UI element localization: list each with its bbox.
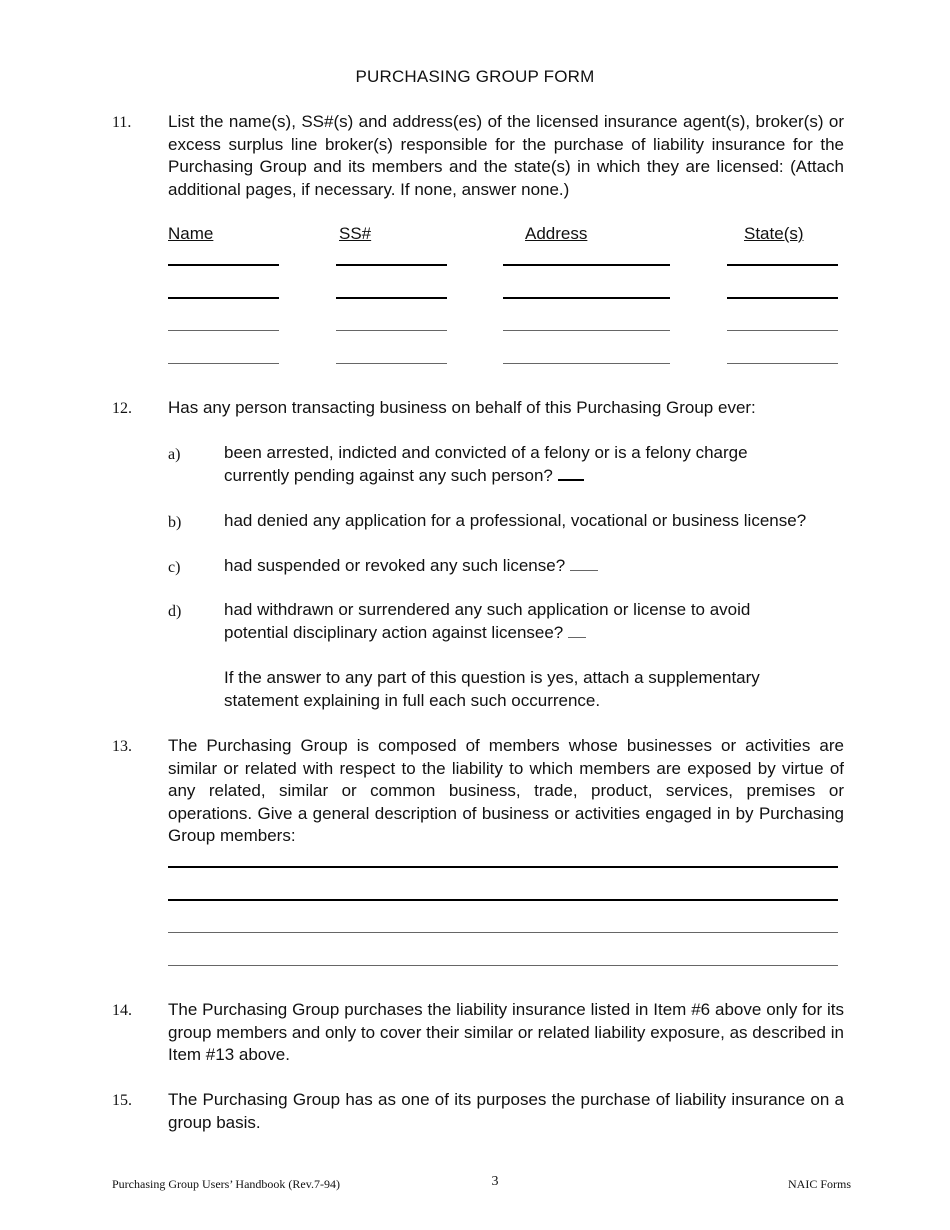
page-number: 3 [491, 1174, 499, 1189]
item-15-number: 15. [112, 1092, 132, 1109]
item-15-text: The Purchasing Group has as one of its purposes the purchase of liability insurance on a group basis. [168, 1090, 844, 1132]
item-12-number: 12. [112, 400, 132, 417]
state-blank-1[interactable] [727, 264, 838, 266]
item-13-text: The Purchasing Group is composed of members whose businesses or activities are similar or related with respect to the liability to which members are exposed by virtue of any related, similar or common business, trade, product, services, premises or operations. Give a general description of business or activities engaged in by Purchasing Group members: [168, 736, 844, 845]
column-header-address: Address [525, 224, 588, 243]
ss-blank-2[interactable] [336, 297, 447, 299]
item-12a-answer-blank[interactable] [558, 465, 584, 481]
ss-blank-4[interactable] [336, 363, 447, 364]
item-12c-answer-blank[interactable] [570, 556, 598, 571]
ss-blank-1[interactable] [336, 264, 447, 266]
item-14-number: 14. [112, 1002, 132, 1019]
item-11-text: List the name(s), SS#(s) and address(es) of the licensed insurance agent(s), broker(s) or excess surplus line broker(s) responsible for the purchase of liability insurance for the Purchasing Group and its members and the state(s) in which they are licensed: (Attach additional pages, if necessary. If none, answer none.) [168, 112, 844, 199]
item-12-text: Has any person transacting business on behalf of this Purchasing Group ever: [168, 398, 756, 417]
address-blank-4[interactable] [503, 363, 670, 364]
name-blank-4[interactable] [168, 363, 279, 364]
item-12b-letter: b) [168, 514, 182, 531]
description-line-4[interactable] [168, 965, 838, 966]
item-12a-text: been arrested, indicted and convicted of a felony or is a felony charge currently pending against any such person? [224, 443, 748, 485]
item-12b-text: had denied any application for a professional, vocational or business license? [224, 511, 807, 530]
address-blank-2[interactable] [503, 297, 670, 299]
footer-handbook: Purchasing Group Users’ Handbook (Rev.7-94) [112, 1177, 340, 1191]
description-line-3[interactable] [168, 932, 838, 933]
name-blank-3[interactable] [168, 330, 279, 331]
item-12d-answer-blank[interactable] [568, 623, 586, 638]
item-12c-text: had suspended or revoked any such license? [224, 555, 846, 578]
item-12-note: If the answer to any part of this question is yes, attach a supplementary statement explaining in full each such occurrence. [224, 668, 760, 710]
state-blank-4[interactable] [727, 363, 838, 364]
item-11-number: 11. [112, 114, 132, 131]
item-12d-letter: d) [168, 603, 182, 620]
address-blank-3[interactable] [503, 330, 670, 331]
description-line-1[interactable] [168, 866, 838, 868]
item-12a-letter: a) [168, 446, 181, 463]
name-blank-2[interactable] [168, 297, 279, 299]
item-13-number: 13. [112, 738, 132, 755]
name-blank-1[interactable] [168, 264, 279, 266]
item-12d-text: had withdrawn or surrendered any such application or license to avoid potential disciplinary action against licensee? [224, 600, 751, 642]
column-header-name: Name [168, 224, 214, 243]
state-blank-2[interactable] [727, 297, 838, 299]
item-14-text: The Purchasing Group purchases the liability insurance listed in Item #6 above only for its group members and only to cover their similar or related liability exposure, as described in Item #13 above. [168, 1000, 844, 1064]
description-line-2[interactable] [168, 899, 838, 901]
address-blank-1[interactable] [503, 264, 670, 266]
state-blank-3[interactable] [727, 330, 838, 331]
footer-naic: NAIC Forms [787, 1177, 851, 1191]
page-title: PURCHASING GROUP FORM [355, 67, 595, 86]
item-12c-letter: c) [168, 559, 181, 576]
column-header-ss: SS# [339, 224, 372, 243]
ss-blank-3[interactable] [336, 330, 447, 331]
column-header-states: State(s) [744, 224, 804, 243]
